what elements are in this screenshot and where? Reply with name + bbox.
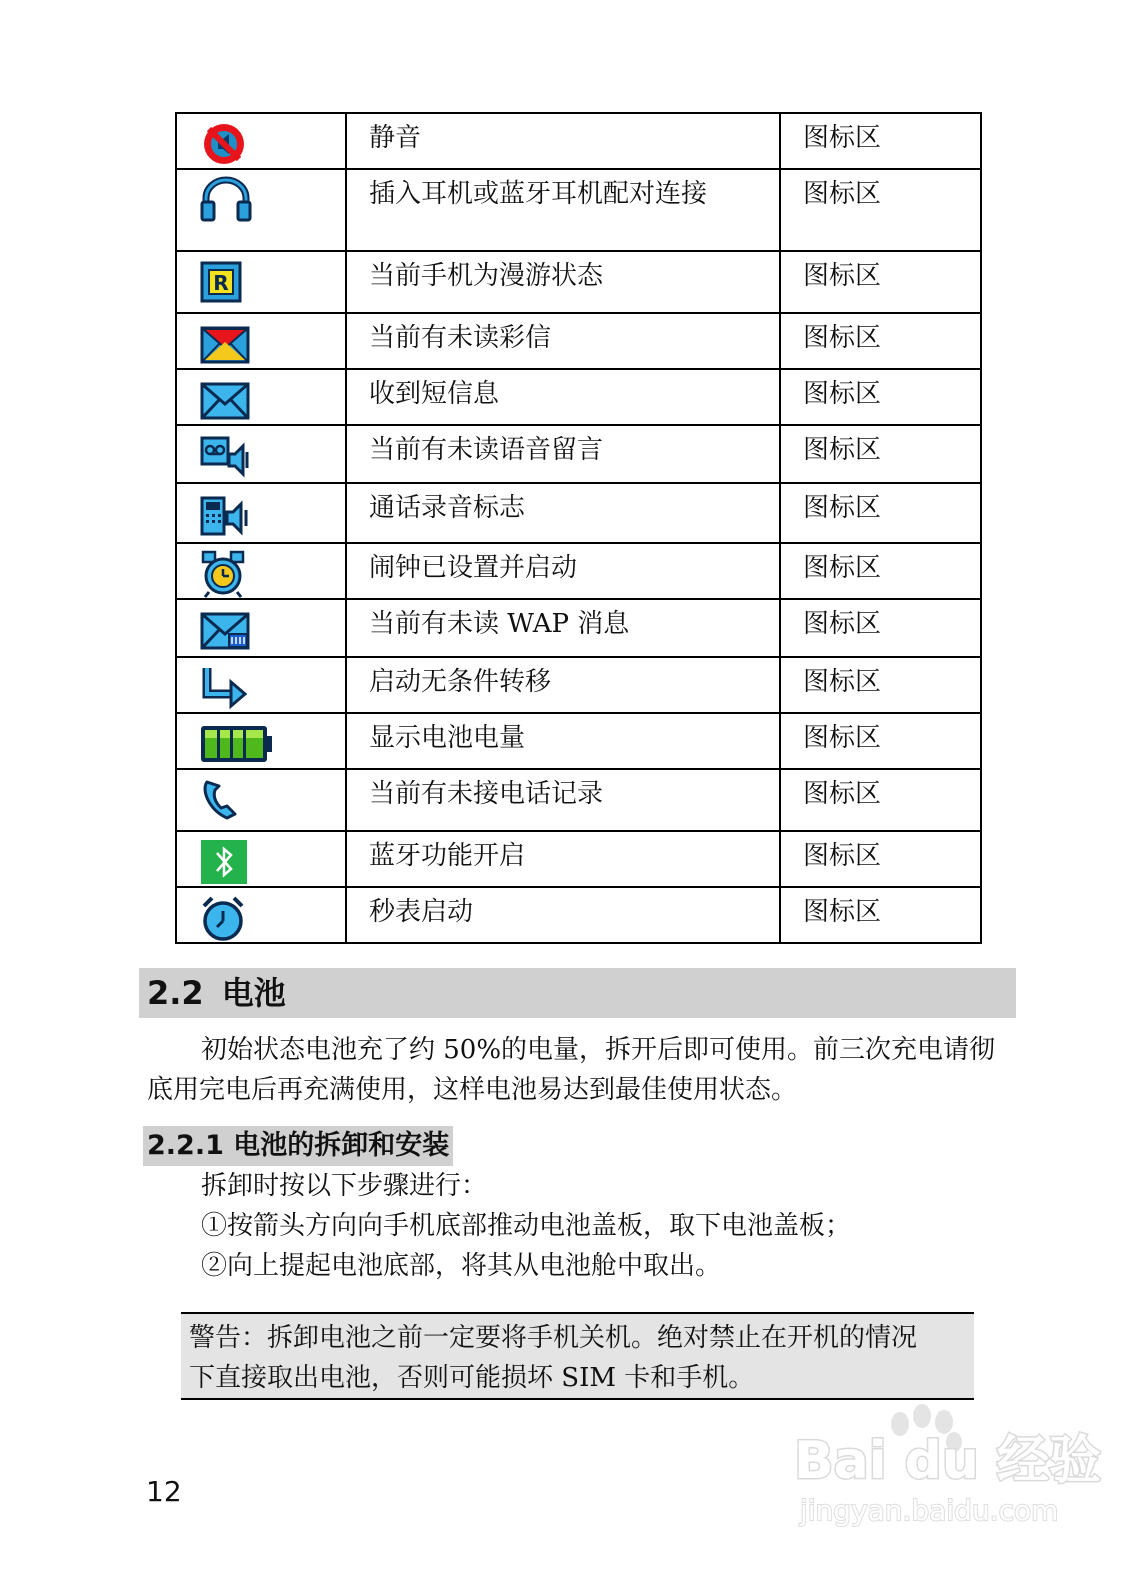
- battery-paragraph: 初始状态电池充了约 50%的电量，拆开后即可使用。前三次充电请彻底用完电后再充满使用，这样电池易达到最佳使用状态。: [147, 1035, 996, 1105]
- row-area: 图标区: [780, 251, 981, 313]
- removal-steps: [201, 1166, 851, 1286]
- warning-box: [181, 1312, 974, 1400]
- stopwatch-icon: [199, 894, 253, 942]
- row-description: 插入耳机或蓝牙耳机配对连接: [346, 169, 780, 251]
- table-row: [176, 543, 981, 599]
- row-area: 图标区: [780, 831, 981, 887]
- table-row: [176, 657, 981, 713]
- roaming-r-icon: [199, 258, 253, 306]
- row-area: 图标区: [780, 169, 981, 251]
- row-description: 显示电池电量: [346, 713, 780, 769]
- mute-icon: [199, 120, 253, 168]
- page-number: 12: [146, 1475, 182, 1508]
- table-row: [176, 599, 981, 657]
- table-row: [176, 425, 981, 483]
- row-area: 图标区: [780, 369, 981, 425]
- battery-icon: [199, 720, 273, 768]
- row-description: 当前有未读语音留言: [346, 425, 780, 483]
- missed-call-icon: [199, 776, 253, 824]
- table-row: [176, 169, 981, 251]
- warning-line-2: 下直接取出电池，否则可能损坏 SIM 卡和手机。: [189, 1363, 755, 1393]
- steps-intro: 拆卸时按以下步骤进行：: [201, 1171, 488, 1201]
- table-row: [176, 887, 981, 943]
- row-area: 图标区: [780, 599, 981, 657]
- row-area: 图标区: [780, 657, 981, 713]
- mms-envelope-icon: [199, 320, 253, 368]
- section-heading: [139, 968, 1016, 1018]
- table-row: [176, 713, 981, 769]
- voicemail-icon: [199, 432, 253, 480]
- row-area: 图标区: [780, 769, 981, 831]
- watermark-url: jingyan.baidu.com: [800, 1494, 1059, 1527]
- baidu-jingyan-watermark: [790, 1402, 1101, 1532]
- row-description: 当前手机为漫游状态: [346, 251, 780, 313]
- row-description: 收到短信息: [346, 369, 780, 425]
- table-row: [176, 831, 981, 887]
- wap-message-icon: [199, 606, 253, 654]
- row-area: 图标区: [780, 313, 981, 369]
- table-row: [176, 483, 981, 543]
- row-description: 静音: [346, 113, 780, 169]
- table-row: [176, 313, 981, 369]
- table-row: [176, 251, 981, 313]
- row-description: 通话录音标志: [346, 483, 780, 543]
- row-area: 图标区: [780, 543, 981, 599]
- step-1: ①按箭头方向向手机底部推动电池盖板，取下电池盖板；: [201, 1211, 852, 1241]
- row-description: 当前有未读 WAP 消息: [346, 599, 780, 657]
- call-forward-icon: [199, 664, 253, 712]
- warning-line-1: 警告：拆卸电池之前一定要将手机关机。绝对禁止在开机的情况: [189, 1323, 918, 1353]
- status-icon-table: [175, 112, 982, 944]
- sms-envelope-icon: [199, 376, 253, 424]
- alarm-clock-icon: [199, 550, 253, 598]
- row-description: 当前有未读彩信: [346, 313, 780, 369]
- bluetooth-icon: [199, 838, 253, 886]
- row-description: 秒表启动: [346, 887, 780, 943]
- row-description: 当前有未接电话记录: [346, 769, 780, 831]
- watermark-brand: Bai du 经验: [794, 1431, 1101, 1491]
- table-row: [176, 113, 981, 169]
- row-area: 图标区: [780, 483, 981, 543]
- row-area: 图标区: [780, 887, 981, 943]
- row-description: 启动无条件转移: [346, 657, 780, 713]
- call-record-icon: [199, 490, 253, 538]
- row-area: 图标区: [780, 425, 981, 483]
- headset-icon: [199, 176, 253, 224]
- subsection-heading: 2.2.1 电池的拆卸和安装: [143, 1126, 453, 1166]
- table-row: [176, 769, 981, 831]
- section-number: 2.2: [147, 974, 204, 1012]
- step-2: ②向上提起电池底部，将其从电池舱中取出。: [201, 1251, 722, 1281]
- svg-text:R: R: [213, 271, 229, 295]
- table-row: [176, 369, 981, 425]
- row-description: 闹钟已设置并启动: [346, 543, 780, 599]
- row-area: 图标区: [780, 713, 981, 769]
- row-area: 图标区: [780, 113, 981, 169]
- section-title: 电池: [221, 974, 286, 1012]
- row-description: 蓝牙功能开启: [346, 831, 780, 887]
